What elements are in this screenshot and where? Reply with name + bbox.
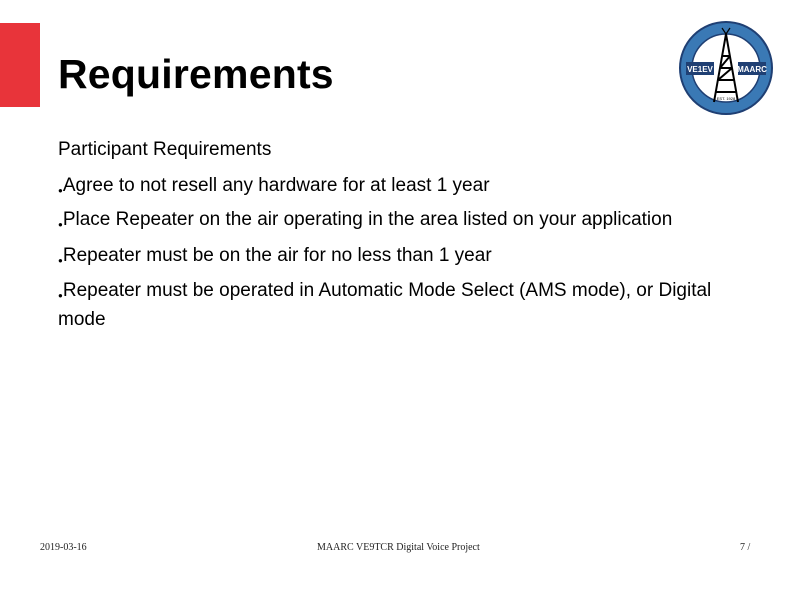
- footer-date: 2019-03-16: [40, 542, 87, 553]
- list-item: ●Place Repeater on the air operating in the area listed on your application: [58, 209, 673, 230]
- club-logo: [678, 20, 774, 116]
- slide-subtitle: Participant Requirements: [58, 139, 272, 160]
- logo-left-call: VE1EV: [687, 65, 713, 74]
- bullet-icon: ●: [58, 186, 63, 195]
- logo-est: EST. 1928: [716, 96, 736, 101]
- footer-title: MAARC VE9TCR Digital Voice Project: [317, 542, 480, 553]
- bullet-icon: ●: [58, 256, 63, 265]
- bullet-icon: ●: [58, 220, 63, 229]
- bullet-icon: ●: [58, 291, 63, 300]
- footer-page-number: 7 /: [740, 542, 751, 553]
- list-item: ●Agree to not resell any hardware for at least 1 year: [58, 175, 490, 196]
- list-item: ●Repeater must be on the air for no less than 1 year: [58, 245, 492, 266]
- slide-title: Requirements: [58, 51, 334, 97]
- title-accent-bar: [0, 23, 40, 107]
- list-item: ●Repeater must be operated in Automatic Mode Select (AMS mode), or Digital mode: [58, 280, 712, 330]
- logo-right-call: MAARC: [737, 65, 767, 74]
